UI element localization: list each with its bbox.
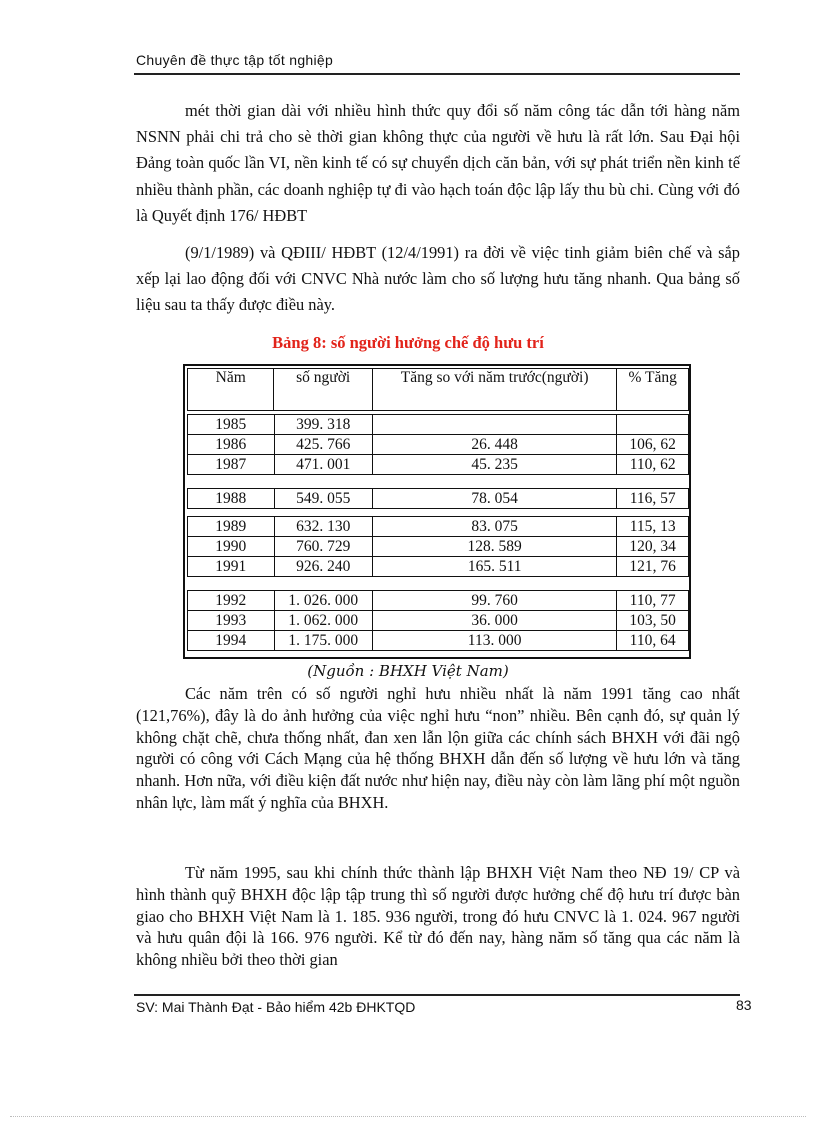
cell-percent: 116, 57: [617, 489, 689, 509]
table-group-4: [187, 590, 689, 651]
cell-increase: 36. 000: [373, 611, 617, 631]
cell-increase: 99. 760: [373, 591, 617, 611]
footer-divider: [134, 994, 740, 996]
cell-increase: 26. 448: [373, 435, 617, 455]
table-group-1: [187, 414, 689, 475]
cell-percent: 110, 62: [617, 455, 689, 475]
header-divider: [134, 73, 740, 75]
page-header-title: Chuyên đề thực tập tốt nghiệp: [136, 52, 334, 68]
cell-increase: 165. 511: [373, 557, 617, 577]
table-row: [188, 537, 689, 557]
cell-percent: 120, 34: [617, 537, 689, 557]
cell-count: 549. 055: [274, 489, 372, 509]
cell-percent: 110, 64: [617, 631, 689, 651]
cell-percent: 115, 13: [617, 517, 689, 537]
cell-percent: 110, 77: [617, 591, 689, 611]
cell-percent: 121, 76: [617, 557, 689, 577]
cell-year: 1991: [188, 557, 275, 577]
cell-year: 1985: [188, 415, 275, 435]
cell-year: 1994: [188, 631, 275, 651]
table-row: [188, 591, 689, 611]
cell-year: 1986: [188, 435, 275, 455]
cell-count: 471. 001: [274, 455, 372, 475]
table-row: [188, 455, 689, 475]
paragraph-4: Từ năm 1995, sau khi chính thức thành lập BHXH Việt Nam theo NĐ 19/ CP và hình thành quỹ BHXH độc lập tập trung thì số người được hưởng chế độ hưu trí được bàn giao cho BHXH Việt Nam là 1. 185. 936 người, trong đó hưu CNVC là 1. 024. 967 người và hưu quân đội là 166. 976 người. Kể từ đó đến nay, hàng năm số tăng qua các năm là không nhiều bởi theo thời gian: [136, 863, 740, 970]
cell-increase: 128. 589: [373, 537, 617, 557]
cell-count: 632. 130: [274, 517, 372, 537]
paragraph-3: Các năm trên có số người nghỉ hưu nhiều nhất là năm 1991 tăng cao nhất (121,76%), đây là do ảnh hưởng của việc nghỉ hưu “non” nhiều. Bên cạnh đó, sự quản lý không chặt chẽ, chưa thống nhất, đan xen lẫn lộn giữa các chính sách BHXH với đãi ngộ người có công với Cách Mạng của hệ thống BHXH dẫn đến số lượng về hưu lớn và tăng nhanh. Hơn nữa, với điều kiện đất nước như hiện nay, điều này còn làm lãng phí một nguồn nhân lực, làm mất ý nghĩa của BHXH.: [136, 684, 740, 812]
table-source: (Nguồn : BHXH Việt Nam): [307, 662, 509, 680]
cell-year: 1993: [188, 611, 275, 631]
cell-increase: 83. 075: [373, 517, 617, 537]
table-row: [188, 631, 689, 651]
table-row: [188, 489, 689, 509]
cell-year: 1989: [188, 517, 275, 537]
cell-count: 926. 240: [274, 557, 372, 577]
table-group-3: [187, 516, 689, 577]
cell-count: 1. 062. 000: [274, 611, 372, 631]
cell-count: 760. 729: [274, 537, 372, 557]
cell-year: 1988: [188, 489, 275, 509]
paragraph-2: (9/1/1989) và QĐIII/ HĐBT (12/4/1991) ra đời về việc tinh giảm biên chế và sắp xếp lại lao động đối với CNVC Nhà nước làm cho số lượng hưu tăng nhanh. Qua bảng số liệu sau ta thấy được điều này.: [136, 243, 740, 315]
cell-percent: 106, 62: [617, 435, 689, 455]
retirement-table-frame: [183, 364, 691, 659]
footer-author: SV: Mai Thành Đạt - Bảo hiểm 42b ĐHKTQD: [136, 999, 416, 1015]
table-group-2: [187, 488, 689, 509]
page-bottom-border: [10, 1116, 806, 1117]
header-count: số người: [274, 369, 372, 411]
header-year: Năm: [188, 369, 274, 411]
cell-year: 1992: [188, 591, 275, 611]
cell-increase: 113. 000: [373, 631, 617, 651]
cell-count: 1. 026. 000: [274, 591, 372, 611]
table-row: [188, 557, 689, 577]
cell-percent: [617, 415, 689, 435]
table-row: [188, 415, 689, 435]
table-row: [188, 435, 689, 455]
header-increase: Tăng so với năm trước(người): [372, 369, 616, 411]
cell-increase: 78. 054: [373, 489, 617, 509]
table-header: [187, 368, 689, 411]
table-row: [188, 517, 689, 537]
cell-count: 399. 318: [274, 415, 372, 435]
cell-increase: [373, 415, 617, 435]
table-title: Bảng 8: số người hưởng chế độ hưu trí: [272, 333, 544, 352]
cell-year: 1987: [188, 455, 275, 475]
cell-increase: 45. 235: [373, 455, 617, 475]
cell-count: 1. 175. 000: [274, 631, 372, 651]
cell-percent: 103, 50: [617, 611, 689, 631]
table-row: [188, 611, 689, 631]
header-percent: % Tăng: [617, 369, 689, 411]
page-number: 83: [736, 997, 752, 1013]
paragraph-1: mét thời gian dài với nhiều hình thức quy đổi số năm công tác dẫn tới hàng năm NSNN phải chi trả cho sè thời gian không thực của người về hưu là rất lớn. Sau Đại hội Đảng toàn quốc lần VI, nền kinh tế có sự chuyển dịch căn bản, với sự phát triển nền kinh tế nhiều thành phần, các doanh nghiệp tự đi vào hạch toán độc lập lấy thu bù chi. Cùng với đó là Quyết định 176/ HĐBT: [136, 101, 740, 225]
cell-count: 425. 766: [274, 435, 372, 455]
cell-year: 1990: [188, 537, 275, 557]
